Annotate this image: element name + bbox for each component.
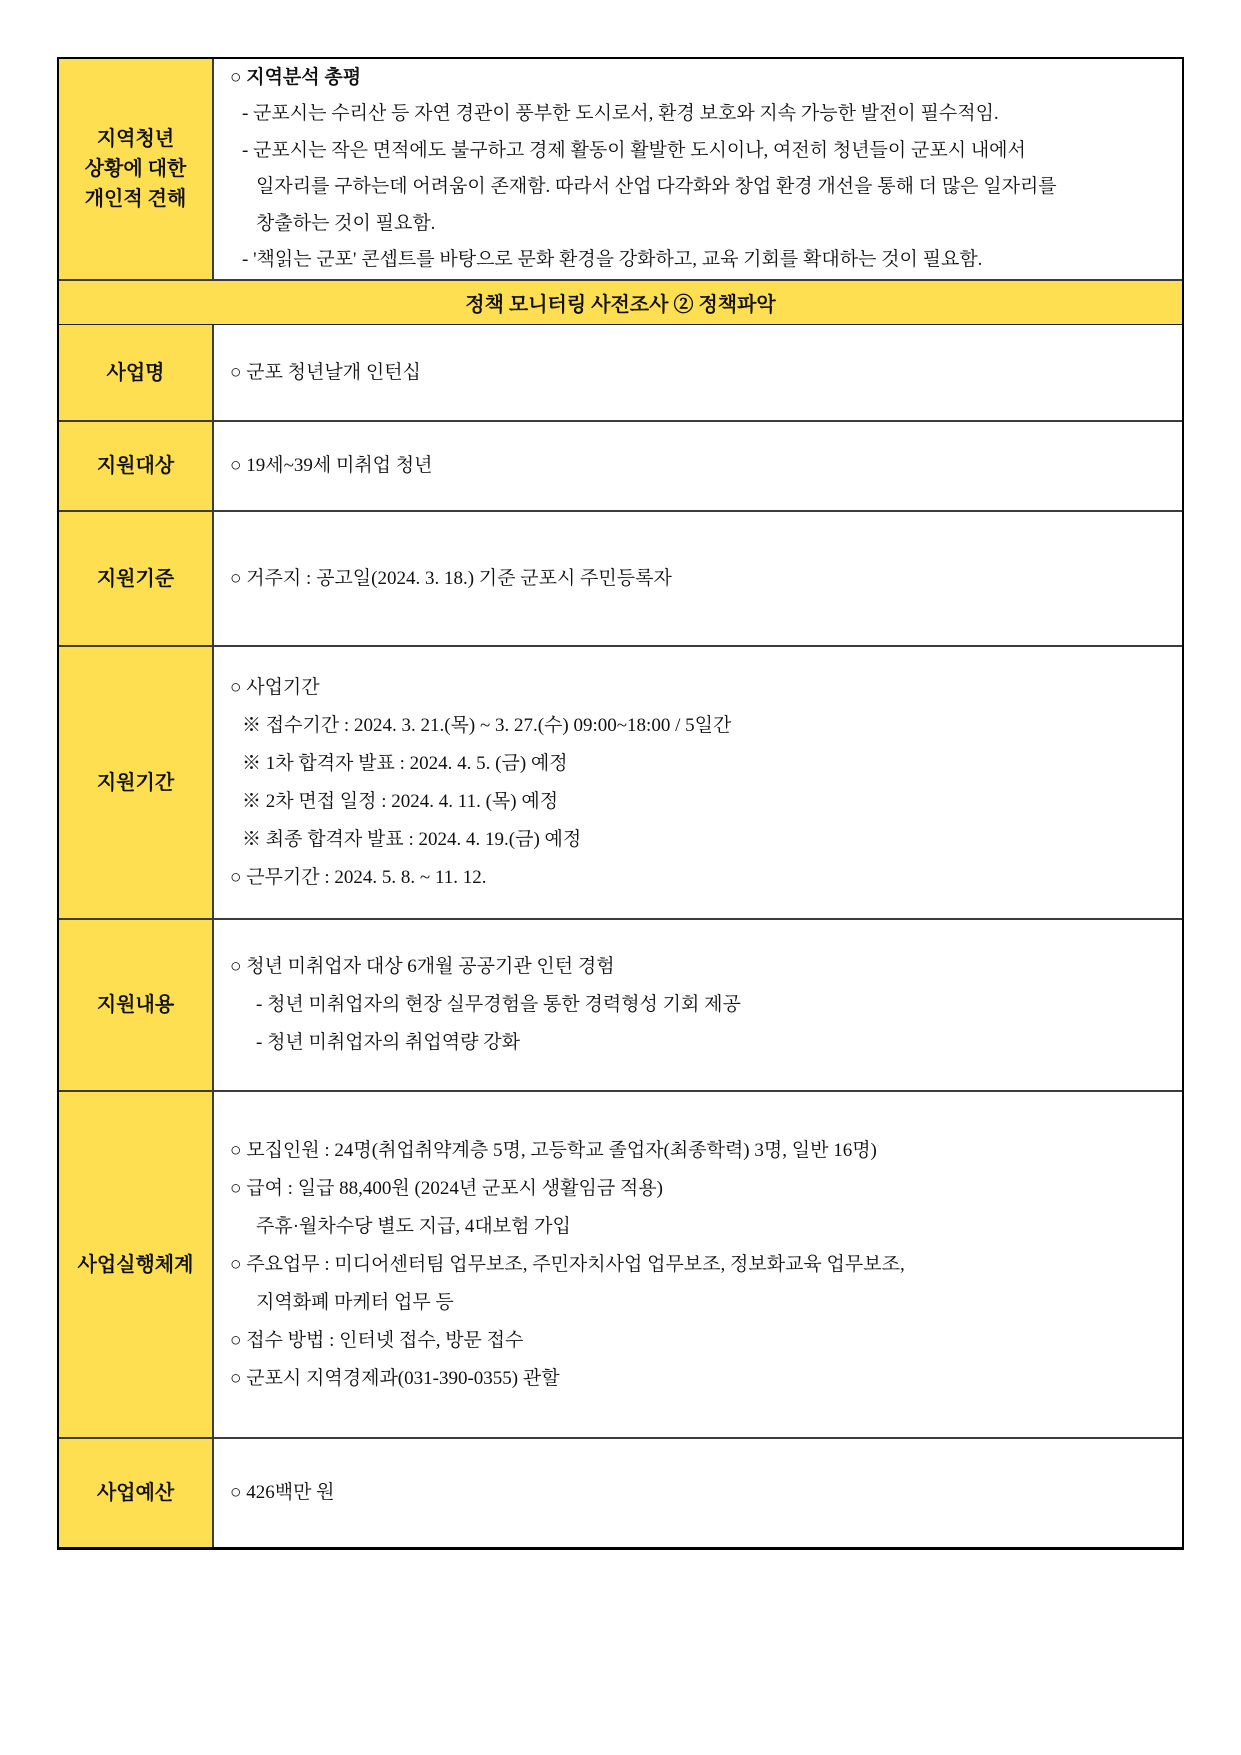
section-header-label: 정책 모니터링 사전조사 ② 정책파악 bbox=[465, 294, 776, 316]
content-line: ○ 군포 청년날개 인턴십 bbox=[230, 361, 421, 383]
content-line: 일자리를 구하는데 어려움이 존재함. 따라서 산업 다각화와 창업 환경 개선을 통해 더 많은 일자리를 bbox=[256, 176, 1057, 197]
policy-monitoring-table bbox=[57, 57, 1184, 1550]
table-row-opinion bbox=[59, 59, 1182, 279]
table-row bbox=[59, 420, 1182, 510]
label-line: 지역청년 bbox=[96, 128, 175, 150]
content-line: 창출하는 것이 필요함. bbox=[256, 212, 436, 234]
label-line: 상황에 대한 bbox=[84, 158, 187, 180]
row-content bbox=[214, 512, 1182, 645]
content-line: - 군포시는 작은 면적에도 불구하고 경제 활동이 활발한 도시이나, 여전히 청년들이 군포시 내에서 bbox=[242, 139, 1026, 161]
label-line: 개인적 견해 bbox=[84, 188, 187, 210]
table-row bbox=[59, 325, 1182, 420]
content-line: ○ 청년 미취업자 대상 6개월 공공기관 인턴 경험 bbox=[230, 956, 615, 977]
row-content bbox=[214, 647, 1182, 918]
row-label: 사업예산 bbox=[59, 1439, 214, 1547]
row-label: 지원내용 bbox=[59, 920, 214, 1090]
row-label: 사업명 bbox=[59, 325, 214, 420]
policy-rows-container bbox=[59, 325, 1182, 1547]
row-content bbox=[214, 422, 1182, 510]
content-line: ○ 426백만 원 bbox=[230, 1482, 335, 1503]
content-line: ○ 거주지 : 공고일(2024. 3. 18.) 기준 군포시 주민등록자 bbox=[230, 567, 672, 589]
content-line: - 청년 미취업자의 현장 실무경험을 통한 경력형성 기회 제공 bbox=[256, 994, 741, 1015]
content-line: ○ 군포시 지역경제과(031-390-0355) 관할 bbox=[230, 1367, 560, 1389]
content-line: ○ 지역분석 총평 bbox=[230, 66, 362, 88]
content-line: 지역화폐 마케터 업무 등 bbox=[256, 1291, 454, 1313]
table-row bbox=[59, 1437, 1182, 1547]
table-row bbox=[59, 645, 1182, 918]
row-content bbox=[214, 1092, 1182, 1437]
row-label: 사업실행체계 bbox=[59, 1092, 214, 1437]
content-line: ※ 접수기간 : 2024. 3. 21.(목) ~ 3. 27.(수) 09:00~18:00 / 5일간 bbox=[242, 714, 732, 736]
content-line: ○ 주요업무 : 미디어센터팀 업무보조, 주민자치사업 업무보조, 정보화교육 업무보조, bbox=[230, 1253, 905, 1275]
section-header-policy-survey bbox=[59, 279, 1182, 325]
content-line: ○ 19세~39세 미취업 청년 bbox=[230, 455, 433, 476]
row-label-opinion bbox=[59, 59, 214, 279]
content-line: ○ 사업기간 bbox=[230, 676, 320, 698]
row-content bbox=[214, 920, 1182, 1090]
table-row bbox=[59, 1090, 1182, 1437]
table-row bbox=[59, 918, 1182, 1090]
row-content bbox=[214, 325, 1182, 420]
content-line: ※ 2차 면접 일정 : 2024. 4. 11. (목) 예정 bbox=[242, 790, 559, 812]
row-content-opinion bbox=[214, 59, 1182, 279]
content-line: ○ 모집인원 : 24명(취업취약계층 5명, 고등학교 졸업자(최종학력) 3명, 일반 16명) bbox=[230, 1139, 877, 1161]
content-line: - 청년 미취업자의 취업역량 강화 bbox=[256, 1032, 520, 1053]
row-label: 지원기간 bbox=[59, 647, 214, 918]
content-line: ○ 근무기간 : 2024. 5. 8. ~ 11. 12. bbox=[230, 866, 487, 888]
content-line: - 군포시는 수리산 등 자연 경관이 풍부한 도시로서, 환경 보호와 지속 가능한 발전이 필수적임. bbox=[242, 103, 999, 124]
content-line: ※ 1차 합격자 발표 : 2024. 4. 5. (금) 예정 bbox=[242, 752, 568, 774]
row-label: 지원대상 bbox=[59, 422, 214, 510]
row-content bbox=[214, 1439, 1182, 1547]
row-label: 지원기준 bbox=[59, 512, 214, 645]
content-line: - '책읽는 군포' 콘셉트를 바탕으로 문화 환경을 강화하고, 교육 기회를 확대하는 것이 필요함. bbox=[242, 249, 983, 270]
content-line: 주휴·월차수당 별도 지급, 4대보험 가입 bbox=[256, 1215, 571, 1237]
content-line: ○ 접수 방법 : 인터넷 접수, 방문 접수 bbox=[230, 1329, 524, 1351]
content-line: ※ 최종 합격자 발표 : 2024. 4. 19.(금) 예정 bbox=[242, 828, 582, 850]
content-line: ○ 급여 : 일급 88,400원 (2024년 군포시 생활임금 적용) bbox=[230, 1177, 663, 1199]
table-row bbox=[59, 510, 1182, 645]
